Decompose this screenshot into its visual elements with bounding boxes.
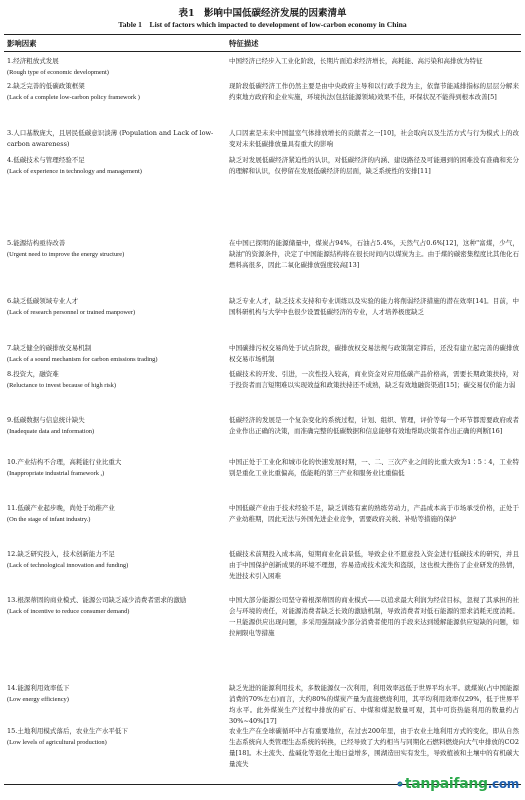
factor-en: (Lack of a sound mechanism for carbon emissions trading): [7, 356, 158, 363]
factor-en: (Low levels of agricultural production): [7, 739, 107, 746]
factor-cell: [7, 155, 221, 177]
factor-cell: [7, 457, 221, 479]
description-cell: 在中国已探明的能源储量中，煤炭占94%，石油占5.4%，天然气占0.6%[12]，这种"富煤，少气，缺油"的资源条件，决定了中国能源结构将在很长时间内以煤炭为主。由于煤的碳密集程度比其他化石燃料高很多，因此二氧化碳排放强度较高[13]: [229, 239, 519, 269]
table-header-rule: [4, 51, 521, 52]
factor-en: (Inappropriate industrial framework ,): [7, 470, 105, 477]
description-cell: 现阶段低碳经济工作仍然主要是由中央政府主导和以行政手段为主，依靠节能减排指标的层层分解来约束地方政府和企业实施，环境执法(包括能源领域)效果不佳，环保状况不能得到根本改善[5]: [229, 82, 519, 101]
factor-en: (Low energy efficiency): [7, 696, 69, 703]
factor-en: (Rough type of economic development): [7, 69, 109, 76]
factor-cell: [7, 238, 221, 260]
factor-en: (Lack of research personnel or trained manpower): [7, 309, 136, 316]
description-cell: 低碳技术的开发、引进，一次性投入较高，商业资金对应用低碳产品价格高，需要长期政策扶持，对于投资者而言短期难以实现效益和政策扶持还不成熟，缺乏有效地融资渠道[15]；碳交易仅价能力弱: [229, 370, 519, 389]
factor-en: (Lack of a complete low-carbon policy framework ): [7, 94, 140, 101]
factor-en: (Urgent need to improve the energy structure): [7, 251, 125, 258]
factor-cn: 12.缺乏研究投入，技术创新能力不足: [7, 550, 115, 558]
factor-cn: 8.投资大，融资难: [7, 370, 59, 378]
factor-cn: 9.低碳数据与信息统计缺失: [7, 416, 85, 424]
factor-cell: [7, 595, 221, 617]
factor-cn: 10.产业结构不合理，高耗能行业比重大: [7, 458, 122, 466]
factor-en: (Lack of technological innovation and funding): [7, 562, 129, 569]
description-cell: 中国大部分能源公司坚守着根深蒂固的商业模式——以追求最大利润为经营目标，忽视了其承担的社会与环境的责任，对能源消费者缺乏长效的激励机制，导致消费者对低石能源的需求消耗无度消耗。一旦能源供应出现问题，多采用强制减少部分消费者使用的手段来达到缓解能源供应短缺的问题，如拉闸限电等措施: [229, 596, 519, 637]
watermark-logo: [397, 772, 519, 796]
factor-cn: 4.低碳技术与管理经验不足: [7, 156, 85, 164]
factor-cn: 11.低碳产业起步晚，尚处于幼稚产业: [7, 504, 115, 512]
watermark-brand: tanpaifang: [404, 776, 488, 792]
factor-cn: 14.能源利用效率低下: [7, 684, 70, 692]
factor-cell: [7, 726, 221, 748]
description-cell: 缺乏先进的能源利用技术，多数能源仅一次利用，利用效率远低于世界平均水平。就煤炭(占中国能源消费的70%左右)而言，大约80%的煤炭产量为直接燃烧利用，其平均利用效率仅29%，低于世界平均水平。此外煤炭生产过程中排放的矿石、中煤和煤泥数量可观，其中可资热能利用的数量约占30%~40%[17]: [229, 684, 519, 725]
description-cell: 缺乏专业人才，缺乏技术支持和专业训练以及实验的能力将削弱经济措施的潜在效率[14]。目前，中国科研机构与大学中也很少设置低碳经济的专业，人才培养极度缺乏: [229, 297, 519, 316]
description-cell: 低碳经济的发展是一个复杂变化的系统过程，计划、组织、管理，评价等每一个环节都需要政府或者企业作出正确的决策，而准确完整的低碳数据和信息能够有效地帮助决策者作出正确的判断[16]: [229, 416, 519, 435]
description-cell: 人口因素是未来中国温室气体排放增长的贡献者之一[10]，社会取向以及生活方式与行为模式上的改变对未来低碳排放量具有重大的影响: [229, 129, 519, 148]
description-cell: 中国碳排污权交易尚处于试点阶段，碳排放权交易法规与政策制定滞后，还没有建立起完善的碳排放权交易市场机制: [229, 344, 519, 363]
factor-cell: [7, 415, 221, 437]
description-cell: 中国经济已经步入工业化阶段，长期片面追求经济增长，高耗能、高污染和高排放为特征: [229, 57, 483, 65]
factor-en: (On the stage of infant industry.): [7, 516, 91, 523]
table-caption-en: Table 1 List of factors which impacted to development of low-carbon economy in China: [118, 20, 407, 29]
factor-cell: [7, 503, 221, 525]
factor-cn: 15.土地利用模式落后，农业生产水平低下: [7, 727, 128, 735]
description-cell: 缺乏对发展低碳经济紧迫性的认识，对低碳经济的内涵、建设路径及可能遇到的困难没有准确和充分的理解和认识，仅停留在发展低碳经济的层面，缺乏系统性的安排[11]: [229, 156, 519, 175]
factor-en: (Inadequate data and information): [7, 428, 95, 435]
factor-en: (Lack of incentive to reduce consumer demand): [7, 608, 130, 615]
factor-cn: 2.缺乏完善的低碳政策框架: [7, 82, 85, 90]
watermark-text: [405, 776, 519, 792]
description-cell: 低碳技术前期投入成本高，短期商业化前景低，导致企业不愿意投入资金进行低碳技术的研究，并且由于中国保护创新成果的环境不理想，容易造成技术流失和盗版，这也极大挫伤了企业研发的热情，先进技术引入困难: [229, 550, 519, 580]
factor-cn: 13.根深蒂固的商业模式、能源公司缺乏减少消费者需求的激励: [7, 596, 187, 604]
factor-cell: [7, 683, 221, 705]
factor-cell: [7, 369, 221, 391]
factor-en: (Lack of experience in technology and management): [7, 168, 142, 175]
factor-en: (Reluctance to invest because of high risk): [7, 382, 116, 389]
factor-cn: 3.人口基数庞大，且居民低碳意识淡薄 (Population and Lack of low-carbon awareness): [7, 129, 214, 148]
description-cell: 中国正处于工业化和城市化的快速发展时期，一、二、三次产业之间的比重大致为1∶5∶4，工业特别是重化工业比重偏高，低能耗的第三产业和服务业比重偏低: [229, 458, 519, 477]
description-cell: 农业生产在全球碳循环中占有重要地位，在过去200年里，由于农业土地利用方式的变化，即从自然生态系统向人类管理生态系统的转换，已经导致了大约相当与同期化石燃料燃烧向大气中排放的CO2量[18]。木土流失、盐碱化等退化土地日益增多，围湖造田实有发生，导致植被和土壤中的有机碳大量流失: [229, 727, 519, 768]
factor-cell: [7, 81, 221, 103]
factor-cell: [7, 56, 221, 78]
factor-cn: 6.缺乏低碳领域专业人才: [7, 297, 79, 305]
description-cell: 中国低碳产业由于技术经验不足，缺乏训练有素的熟练劳动力，产品成本高于市场承受价格，正处于产业幼稚期，因此无法与外国先进企业竞争，需要政府关税、补贴等措施的保护: [229, 504, 519, 523]
header-description: 特征描述: [229, 39, 259, 48]
factor-cn: 1.经济粗放式发展: [7, 57, 59, 65]
header-factor: 影响因素: [7, 39, 37, 48]
factor-cell: [7, 296, 221, 318]
factor-cell: [7, 128, 221, 150]
watermark-domain: .com: [487, 777, 519, 791]
factor-cn: 7.缺乏健全的碳排放交易机制: [7, 344, 92, 352]
factor-cell: [7, 549, 221, 571]
table-caption-cn: 表1 影响中国低碳经济发展的因素清单: [178, 8, 347, 19]
factor-cell: [7, 343, 221, 365]
table-top-rule: [4, 34, 521, 35]
globe-leaf-icon: [397, 774, 403, 794]
factor-cn: 5.能源结构亟待改善: [7, 239, 66, 247]
